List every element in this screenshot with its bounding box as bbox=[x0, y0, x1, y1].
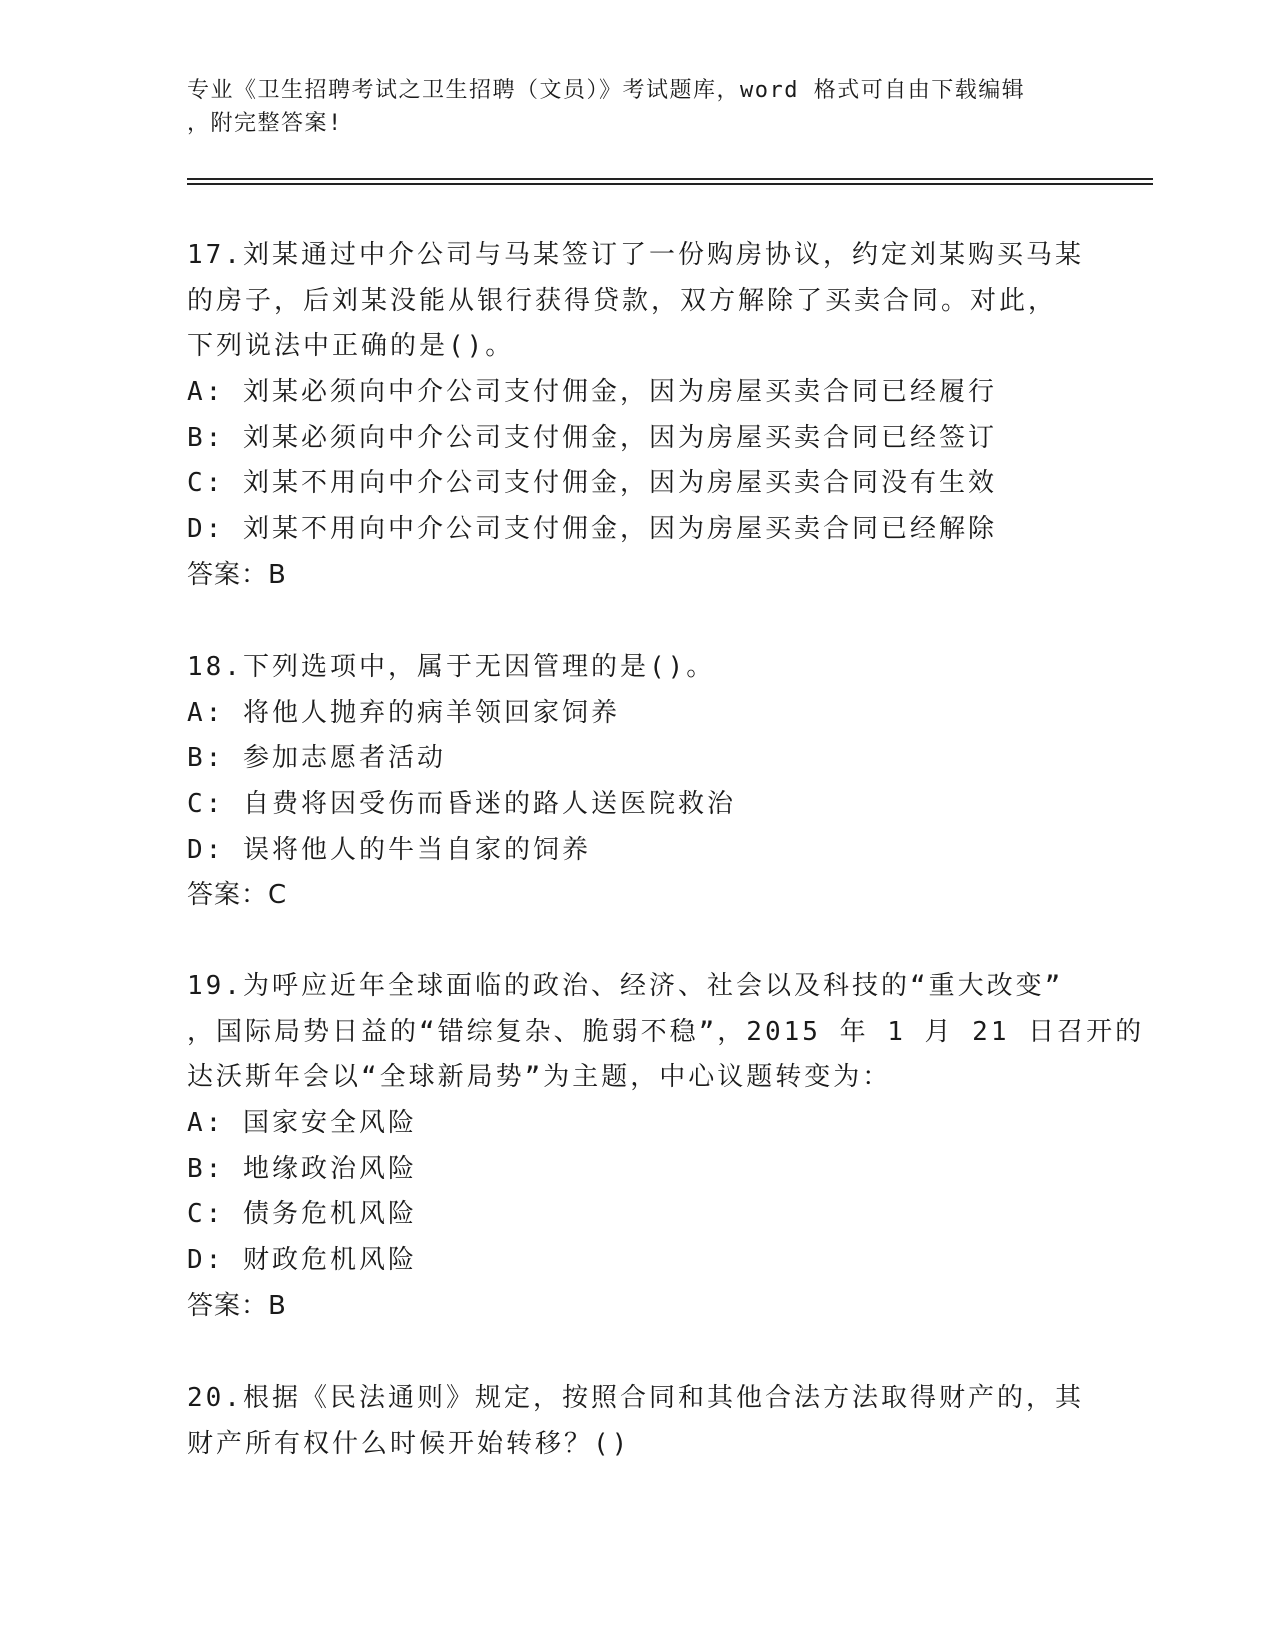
question-17 bbox=[187, 233, 1107, 599]
question-19 bbox=[187, 964, 1145, 1330]
question-19-answer: 答案：B bbox=[187, 1290, 287, 1321]
question-18 bbox=[187, 645, 1107, 919]
question-17-option-d: D: 刘某不用向中介公司支付佣金，因为房屋买卖合同已经解除 bbox=[187, 514, 997, 545]
header-line-2: ，附完整答案! bbox=[187, 111, 343, 136]
question-19-stem-line-3: 达沃斯年会以“全球新局势”为主题，中心议题转变为： bbox=[187, 1062, 892, 1093]
question-18-option-b: B: 参加志愿者活动 bbox=[187, 743, 446, 774]
question-19-option-c: C: 债务危机风险 bbox=[187, 1199, 417, 1230]
question-17-stem-line-1: 17.刘某通过中介公司与马某签订了一份购房协议，约定刘某购买马某 bbox=[187, 240, 1084, 270]
question-19-option-d: D: 财政危机风险 bbox=[187, 1245, 417, 1276]
question-17-answer: 答案：B bbox=[187, 559, 287, 590]
question-19-stem-line-2: ，国际局势日益的“错综复杂、脆弱不稳”，2015 年 1 月 21 日召开的 bbox=[187, 1016, 1145, 1047]
question-18-option-a: A: 将他人抛弃的病羊领回家饲养 bbox=[187, 697, 620, 728]
question-18-answer: 答案：C bbox=[187, 880, 288, 911]
document-header bbox=[187, 74, 1087, 140]
question-19-stem-line-1: 19.为呼应近年全球面临的政治、经济、社会以及科技的“重大改变” bbox=[187, 971, 1064, 1001]
question-17-option-b: B: 刘某必须向中介公司支付佣金，因为房屋买卖合同已经签订 bbox=[187, 422, 997, 453]
question-20-stem-line-1: 20.根据《民法通则》规定，按照合同和其他合法方法取得财产的，其 bbox=[187, 1383, 1084, 1413]
question-17-stem-line-3: 下列说法中正确的是()。 bbox=[187, 331, 515, 362]
question-19-option-b: B: 地缘政治风险 bbox=[187, 1153, 417, 1184]
header-line-1: 专业《卫生招聘考试之卫生招聘（文员）》考试题库，word 格式可自由下载编辑 bbox=[187, 78, 1026, 103]
question-18-option-c: C: 自费将因受伤而昏迷的路人送医院救治 bbox=[187, 789, 736, 820]
header-divider-top bbox=[187, 178, 1153, 180]
question-17-option-a: A: 刘某必须向中介公司支付佣金，因为房屋买卖合同已经履行 bbox=[187, 377, 997, 408]
question-19-option-a: A: 国家安全风险 bbox=[187, 1108, 417, 1139]
question-17-stem-line-2: 的房子，后刘某没能从银行获得贷款，双方解除了买卖合同。对此， bbox=[187, 285, 1058, 316]
question-18-option-d: D: 误将他人的牛当自家的饲养 bbox=[187, 834, 591, 865]
question-18-stem-line-1: 18.下列选项中，属于无因管理的是()。 bbox=[187, 652, 716, 682]
question-20 bbox=[187, 1376, 1107, 1467]
header-divider-bottom bbox=[187, 183, 1153, 185]
question-17-option-c: C: 刘某不用向中介公司支付佣金，因为房屋买卖合同没有生效 bbox=[187, 468, 997, 499]
question-20-stem-line-2: 财产所有权什么时候开始转移？() bbox=[187, 1428, 631, 1459]
